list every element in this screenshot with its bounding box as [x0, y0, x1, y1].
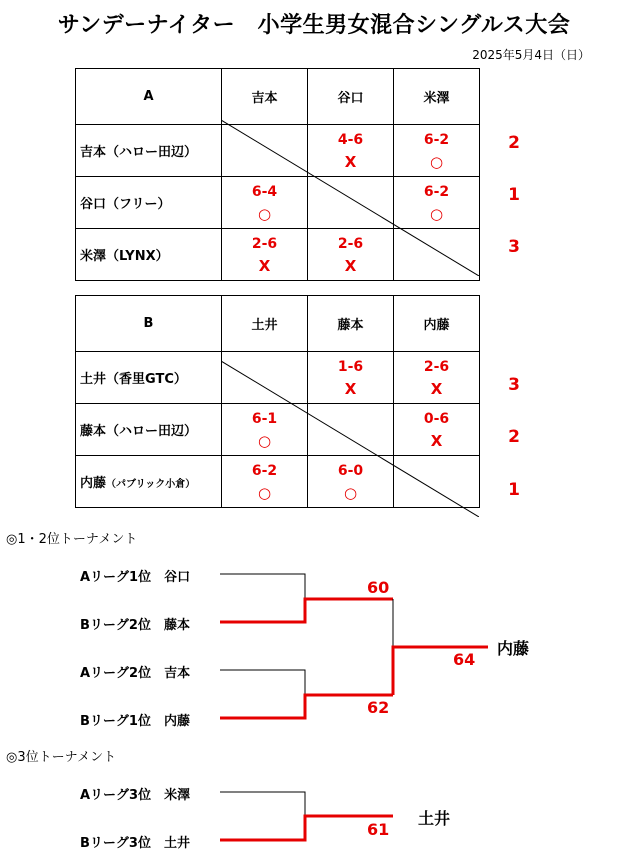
circle-mark-icon: ○ — [343, 483, 358, 502]
circle-mark-icon: ○ — [429, 152, 444, 171]
final-score: 64 — [453, 650, 476, 669]
bracket-slot: Bリーグ3位 土井 — [80, 836, 190, 851]
col-header: 内藤 — [394, 296, 480, 352]
row-player-name: 土井（香里GTC） — [76, 352, 222, 404]
rank-value: 1 — [508, 185, 520, 205]
bracket-slot: Aリーグ1位 谷口 — [80, 570, 191, 585]
col-header: 谷口 — [308, 69, 394, 125]
circle-mark-icon: ○ — [429, 204, 444, 223]
rank-value: 3 — [508, 237, 520, 257]
bracket-slot: Bリーグ2位 藤本 — [80, 618, 190, 633]
match-result: 2-6 X — [394, 352, 480, 404]
row-player-name: 谷口（フリー） — [76, 177, 222, 229]
circle-mark-icon: ○ — [257, 431, 272, 450]
league-label: B — [76, 296, 222, 352]
match-result: 6-0 ○ — [308, 456, 394, 508]
rank-value: 2 — [508, 427, 520, 447]
tournament12-heading: ◎1・2位トーナメント — [6, 532, 138, 547]
row-player-name: 藤本（ハロー田辺） — [76, 404, 222, 456]
circle-mark-icon: ○ — [257, 483, 272, 502]
semi-score: 62 — [367, 698, 390, 717]
row-player-name: 米澤（LYNX） — [76, 229, 222, 281]
league-label: A — [76, 69, 222, 125]
rank-value: 1 — [508, 480, 520, 500]
event-date: 2025年5月4日（日） — [472, 48, 590, 62]
third-place-score: 61 — [367, 820, 390, 839]
circle-mark-icon: ○ — [257, 204, 272, 223]
col-header: 土井 — [222, 296, 308, 352]
match-result: 0-6 X — [394, 404, 480, 456]
row-player-name: 内藤（パブリック小倉） — [76, 456, 222, 508]
tournament3-heading: ◎3位トーナメント — [6, 750, 117, 765]
bracket-slot: Aリーグ2位 吉本 — [80, 666, 191, 681]
match-result: 2-6 X — [222, 229, 308, 281]
match-result: 6-2 ○ — [394, 177, 480, 229]
match-result: 4-6 X — [308, 125, 394, 177]
col-header: 藤本 — [308, 296, 394, 352]
match-result: 6-2 ○ — [394, 125, 480, 177]
match-result: 6-1 ○ — [222, 404, 308, 456]
match-result: 2-6 X — [308, 229, 394, 281]
semi-score: 60 — [367, 578, 390, 597]
tournament3-winner: 土井 — [418, 809, 451, 828]
page-title: サンデーナイター 小学生男女混合シングルス大会 — [57, 13, 571, 38]
col-header: 吉本 — [222, 69, 308, 125]
tournament12-winner: 内藤 — [497, 639, 530, 658]
bracket-slot: Bリーグ1位 内藤 — [80, 714, 190, 729]
bracket-slot: Aリーグ3位 米澤 — [80, 788, 191, 803]
rank-value: 2 — [508, 133, 520, 153]
rank-value: 3 — [508, 375, 520, 395]
match-result: 1-6 X — [308, 352, 394, 404]
row-player-name: 吉本（ハロー田辺） — [76, 125, 222, 177]
col-header: 米澤 — [394, 69, 480, 125]
match-result: 6-2 ○ — [222, 456, 308, 508]
match-result: 6-4 ○ — [222, 177, 308, 229]
